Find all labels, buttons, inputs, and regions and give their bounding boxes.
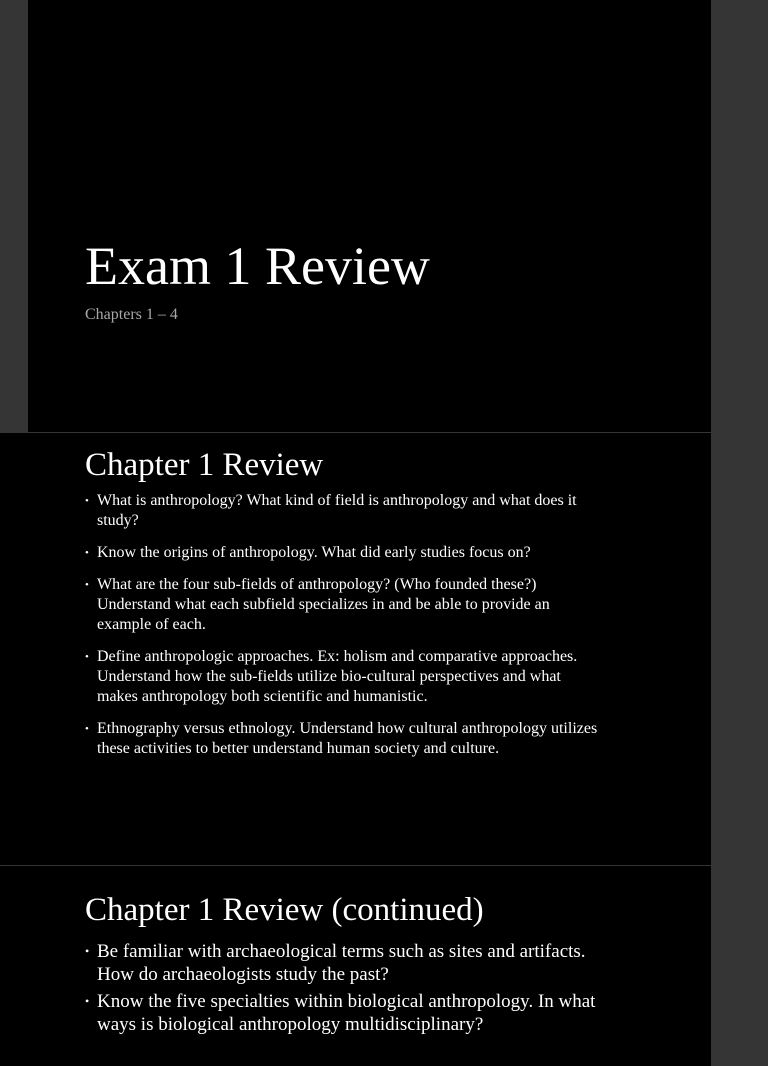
bullet-text: Know the origins of anthropology. What did early studies focus on? [97,544,531,561]
bullet-list [85,491,605,771]
bullet-item [85,491,605,531]
bullet-icon: • [85,994,90,1008]
bullet-item [85,543,605,563]
bullet-icon: • [85,651,89,663]
bullet-text: What are the four sub-fields of anthropology? (Who founded these?) Understand what each subfield specializes in and be able to provide an example of each. [97,576,550,633]
slide-title: Exam 1 Review [85,236,430,296]
bullet-icon: • [85,547,89,559]
slide-subtitle: Chapters 1 – 4 [85,306,178,323]
slide-1 [28,0,711,432]
bullet-text: What is anthropology? What kind of field is anthropology and what does it study? [97,492,577,529]
bullet-icon: • [85,579,89,591]
slide-heading: Chapter 1 Review [85,447,324,483]
bullet-item [85,990,605,1036]
bullet-text: Define anthropologic approaches. Ex: holism and comparative approaches. Understand how the sub-fields utilize bio-cultural perspectives and what makes anthropology both scientific and humanistic. [97,648,578,705]
bullet-icon: • [85,495,89,507]
bullet-item [85,940,605,986]
slide-2 [0,433,711,865]
bullet-item [85,647,605,707]
bullet-text: Know the five specialties within biological anthropology. In what ways is biological anthropology multidisciplinary? [97,991,596,1035]
bullet-icon: • [85,723,89,735]
bullet-list [85,940,605,1040]
slide-heading: Chapter 1 Review (continued) [85,892,484,928]
bullet-icon: • [85,944,90,958]
bullet-text: Ethnography versus ethnology. Understand how cultural anthropology utilizes these activities to better understand human society and culture. [97,720,598,757]
bullet-item [85,575,605,635]
slide-3 [0,866,711,1066]
bullet-item [85,719,605,759]
bullet-text: Be familiar with archaeological terms such as sites and artifacts. How do archaeologists study the past? [97,941,586,985]
